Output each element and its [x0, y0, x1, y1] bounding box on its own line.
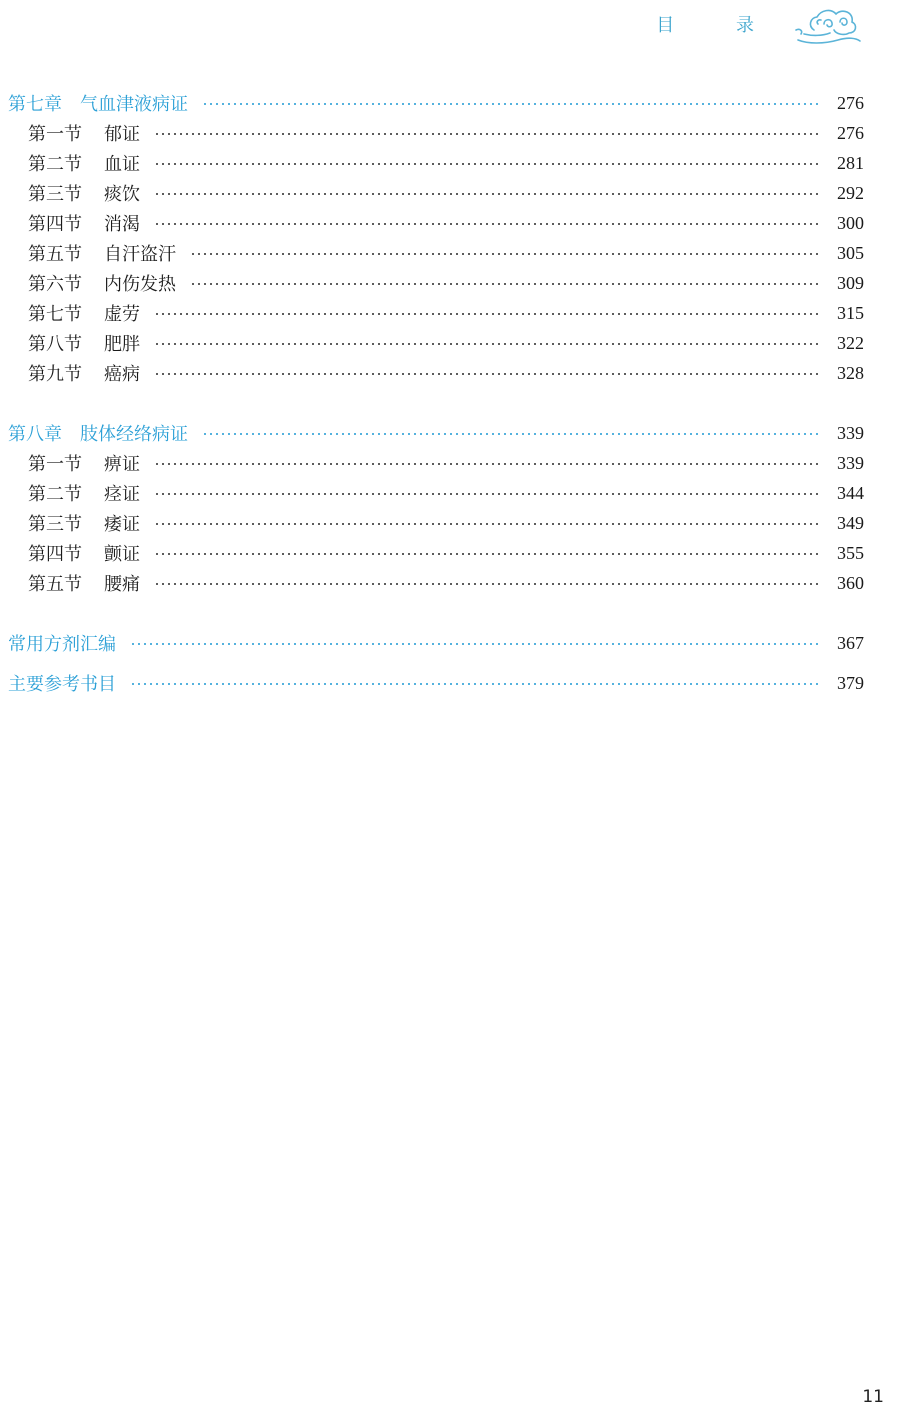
dot-leader	[130, 643, 818, 645]
section-title: 痹证	[104, 454, 140, 475]
page-number: 349	[837, 512, 864, 533]
dot-leader	[154, 463, 818, 465]
chapter-number: 第八章	[8, 424, 62, 445]
section-title: 血证	[104, 154, 140, 175]
spacer	[0, 388, 900, 418]
page-number: 322	[837, 332, 864, 353]
section-number: 第一节	[28, 454, 82, 475]
toc-section[interactable]	[0, 268, 900, 298]
dot-leader	[154, 343, 818, 345]
page-number: 276	[837, 92, 864, 113]
section-title: 痰饮	[104, 184, 140, 205]
page-number: 281	[837, 152, 864, 173]
dot-leader	[154, 583, 818, 585]
toc-section[interactable]	[0, 478, 900, 508]
section-title: 癌病	[104, 364, 140, 385]
toc-chapter-8[interactable]	[0, 418, 900, 448]
section-number: 第一节	[28, 124, 82, 145]
section-number: 第四节	[28, 214, 82, 235]
page-number: 339	[837, 422, 864, 443]
chapter-number: 第七章	[8, 94, 62, 115]
chapter-title: 肢体经络病证	[80, 424, 188, 445]
dot-leader	[154, 223, 818, 225]
chapter-title: 气血津液病证	[80, 94, 188, 115]
section-title: 痉证	[104, 484, 140, 505]
table-of-contents	[0, 88, 900, 698]
section-title: 肥胖	[104, 334, 140, 355]
dot-leader	[154, 193, 818, 195]
toc-section[interactable]	[0, 538, 900, 568]
dot-leader	[154, 313, 818, 315]
page-number: 367	[837, 632, 864, 653]
toc-section[interactable]	[0, 118, 900, 148]
toc-section[interactable]	[0, 328, 900, 358]
page-number: 276	[837, 122, 864, 143]
toc-section[interactable]	[0, 178, 900, 208]
spacer	[0, 658, 900, 668]
appendix-title: 主要参考书目	[8, 674, 116, 695]
dot-leader	[190, 283, 818, 285]
footer-page-number: 11	[862, 1387, 884, 1407]
dot-leader	[154, 133, 818, 135]
toc-section[interactable]	[0, 568, 900, 598]
page-number: 305	[837, 242, 864, 263]
dot-leader	[154, 553, 818, 555]
page-number: 300	[837, 212, 864, 233]
toc-section[interactable]	[0, 298, 900, 328]
section-title: 腰痛	[104, 574, 140, 595]
dot-leader	[154, 523, 818, 525]
section-title: 消渴	[104, 214, 140, 235]
dot-leader	[202, 433, 818, 435]
header-title: 目 录	[656, 15, 782, 36]
page-header	[0, 0, 900, 60]
page-number: 328	[837, 362, 864, 383]
page-number: 379	[837, 672, 864, 693]
section-title: 颤证	[104, 544, 140, 565]
section-number: 第九节	[28, 364, 82, 385]
section-number: 第八节	[28, 334, 82, 355]
toc-section[interactable]	[0, 358, 900, 388]
page-number: 355	[837, 542, 864, 563]
section-number: 第三节	[28, 514, 82, 535]
page-number: 339	[837, 452, 864, 473]
toc-appendix-references[interactable]	[0, 668, 900, 698]
section-title: 内伤发热	[104, 274, 176, 295]
page-number: 344	[837, 482, 864, 503]
section-number: 第五节	[28, 574, 82, 595]
page-number: 360	[837, 572, 864, 593]
toc-section[interactable]	[0, 238, 900, 268]
spacer	[0, 598, 900, 628]
section-number: 第五节	[28, 244, 82, 265]
page-number: 309	[837, 272, 864, 293]
dot-leader	[154, 373, 818, 375]
dot-leader	[190, 253, 818, 255]
section-number: 第二节	[28, 154, 82, 175]
toc-chapter-7[interactable]	[0, 88, 900, 118]
page-number: 292	[837, 182, 864, 203]
dot-leader	[130, 683, 818, 685]
dot-leader	[202, 103, 818, 105]
toc-appendix-formulas[interactable]	[0, 628, 900, 658]
toc-section[interactable]	[0, 508, 900, 538]
dot-leader	[154, 493, 818, 495]
toc-section[interactable]	[0, 448, 900, 478]
section-title: 郁证	[104, 124, 140, 145]
page-number: 315	[837, 302, 864, 323]
section-number: 第三节	[28, 184, 82, 205]
cloud-ornament-icon	[794, 0, 862, 46]
toc-section[interactable]	[0, 148, 900, 178]
section-number: 第六节	[28, 274, 82, 295]
section-number: 第七节	[28, 304, 82, 325]
section-number: 第二节	[28, 484, 82, 505]
appendix-title: 常用方剂汇编	[8, 634, 116, 655]
section-title: 虚劳	[104, 304, 140, 325]
toc-section[interactable]	[0, 208, 900, 238]
section-number: 第四节	[28, 544, 82, 565]
dot-leader	[154, 163, 818, 165]
section-title: 痿证	[104, 514, 140, 535]
section-title: 自汗盗汗	[104, 244, 176, 265]
